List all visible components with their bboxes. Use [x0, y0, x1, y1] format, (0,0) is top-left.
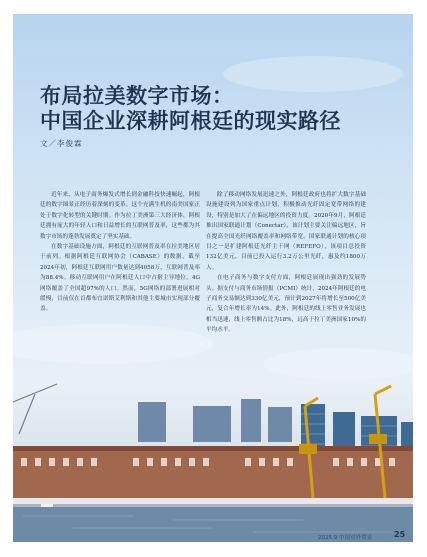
- paragraph: 近年来，从电子商务爆发式增长到金融科技快速崛起，阿根廷的数字图景正经历着深刻的变革。这个充满生机的南美国家正处于数字化转型的关键时期。作为拉丁美洲第三大经济体，阿根廷拥有庞大的年轻人口和日益增长的互联网普及率，这些都为其数字市场的蓬勃发展奠定了坚实基础。: [40, 192, 200, 240]
- article-title-line-2: 中国企业深耕阿根廷的现实路径: [40, 108, 341, 133]
- article-title-line-1: 布局拉美数字市场：: [40, 83, 234, 108]
- paragraph: 在电子商务与数字支付方面，阿根廷展现出强劲的发展势头。据支付与商务市场情报（PCMI）统计，2024年阿根廷的电子商务交易额达到330亿美元，预计到2027年将增长至500亿美元，复合年增长率为14%。此外，阿根廷的线上零售业务发展也相当迅速，线上零售额占比为18%，远高于拉丁美洲国家10%的平均水平。: [206, 275, 366, 334]
- paragraph: 在数字基础设施方面，阿根廷的互联网普及率在拉美地区居于前列。根据阿根廷互联网协会（CABASE）的数据，截至2024年初，阿根廷互联网用户数量达到4058万，互联网普及率为88.4%。移动互联网用户在阿根廷人口中占据主导地位，4G网络覆盖了全国超97%的人口。然而，5G网络的部署进展相对缓慢，目前仅在首都布宜诺斯艾利斯和其他主要城市实现部分覆盖。: [40, 244, 200, 313]
- article-column-right: [206, 190, 366, 336]
- page-number: 25: [394, 530, 406, 539]
- issue-footer: 2025.9 中国对外贸易: [318, 535, 372, 541]
- paragraph: 除了移动网络发展迅速之外，阿根廷政府也将扩大数字基础设施建设列为国家重点计划，积极推动光纤固定宽带网络的建设，特别是加大了在偏远地区的投资力度。2020年9月，阿根廷推出国家联通计划（Conectar），该计划主要关注偏远地区，旨在提高全国光纤网络覆盖率和网络带宽。国家联通计划的核心项目之一是扩建阿根廷光纤主干网（REFEFO），该项目总投资132亿美元，目前已投入运行3.2万公里光纤，惠及约1800万人。: [206, 192, 366, 271]
- article-column-left: [40, 190, 200, 315]
- article-byline: 文／李俊霖: [40, 139, 83, 148]
